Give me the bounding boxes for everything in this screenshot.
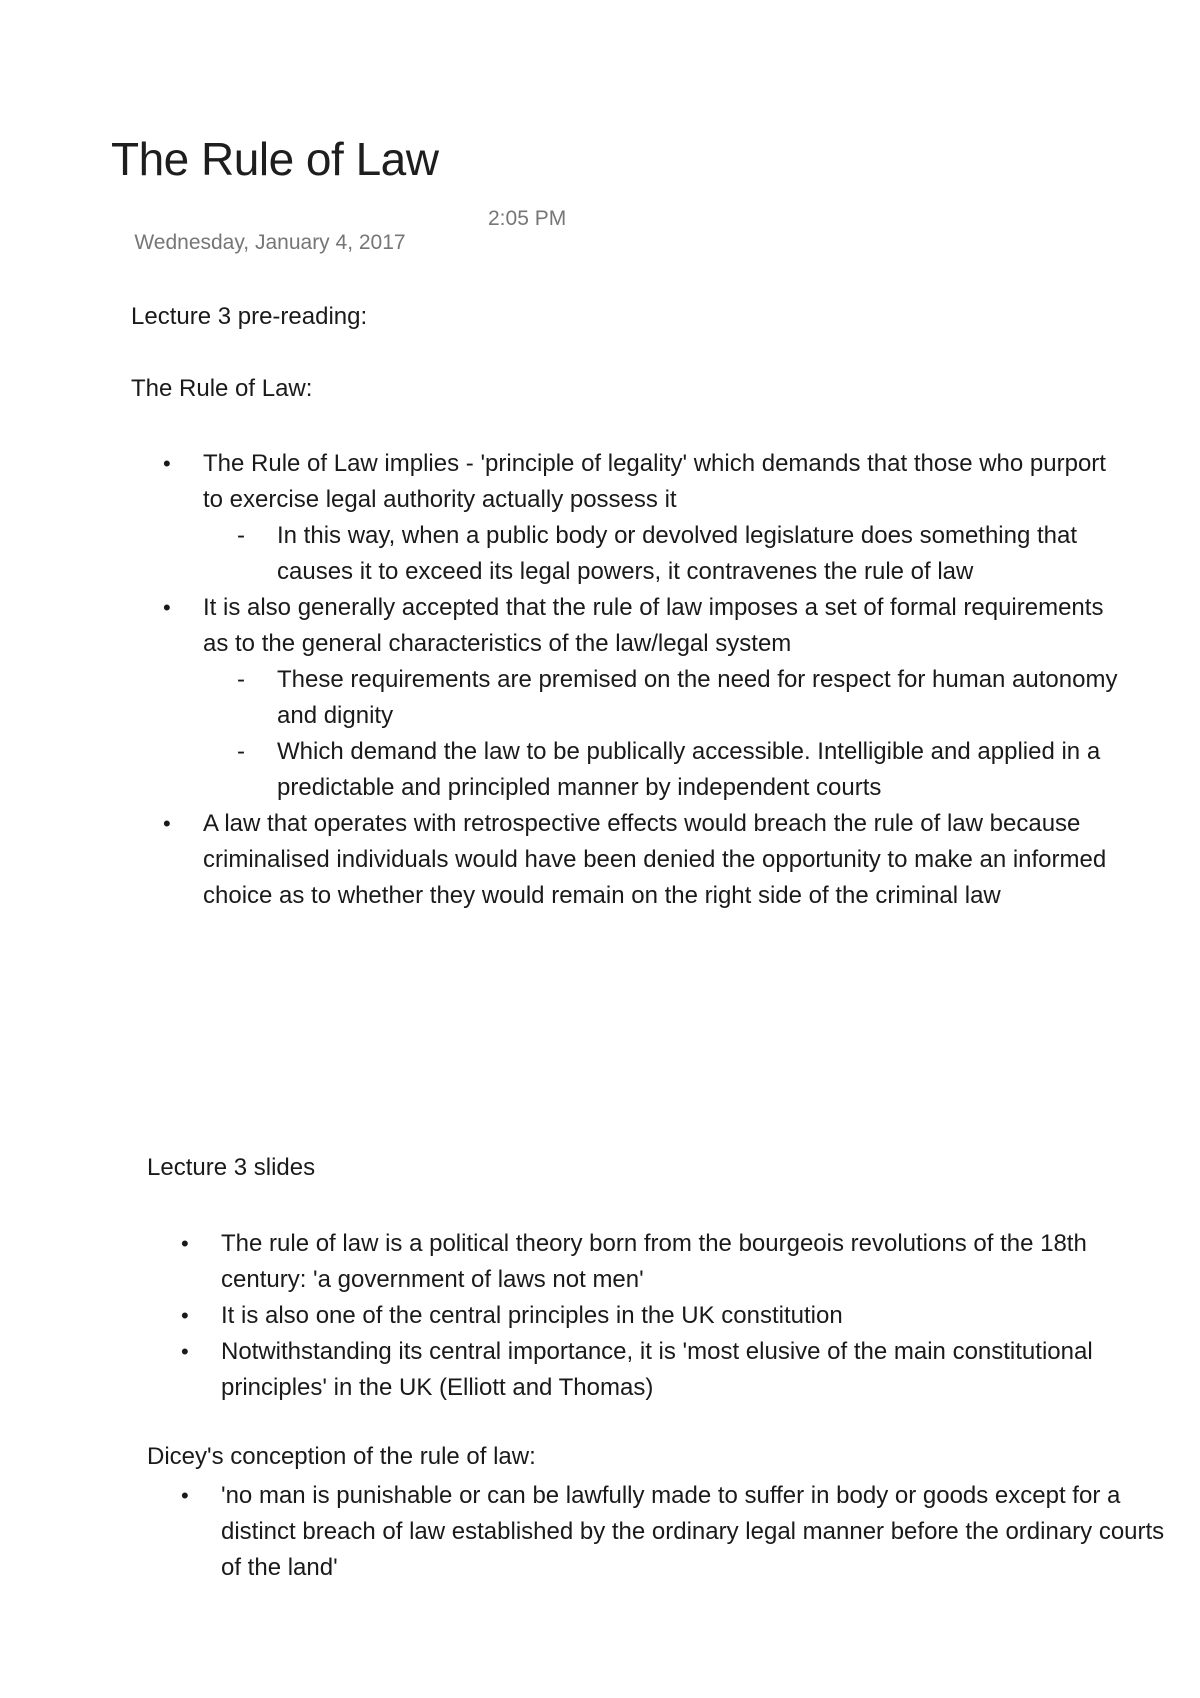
list-item	[163, 590, 1123, 806]
list-item	[181, 1298, 1171, 1334]
sub-list-item-text: In this way, when a public body or devolved legislature does something that causes it to exceed its legal powers, it contravenes the rule of law	[277, 522, 1078, 585]
list-item	[163, 806, 1123, 914]
list-item	[181, 1334, 1171, 1406]
sub-list	[237, 662, 1123, 806]
dash-icon: -	[237, 666, 245, 693]
slides-bullet-list	[181, 1226, 1171, 1406]
pre-reading-bullet-list	[163, 446, 1123, 914]
list-item-text: It is also generally accepted that the rule of law imposes a set of formal requirements as to the general characteristics of the law/legal system	[203, 594, 1104, 657]
list-item-text: The Rule of Law implies - 'principle of legality' which demands that those who purport to exercise legal authority actually possess it	[203, 450, 1106, 513]
list-item	[163, 446, 1123, 590]
list-item-text: 'no man is punishable or can be lawfully made to suffer in body or goods except for a distinct breach of law established by the ordinary legal manner before the ordinary courts of the land'	[221, 1482, 1165, 1581]
dicey-bullet-list	[181, 1478, 1181, 1586]
bullet-icon: •	[181, 1483, 189, 1508]
dash-icon: -	[237, 522, 245, 549]
bullet-icon: •	[181, 1231, 189, 1256]
list-item	[181, 1478, 1181, 1586]
section-heading-dicey: Dicey's conception of the rule of law:	[147, 1443, 536, 1470]
list-item-text: It is also one of the central principles in the UK constitution	[221, 1302, 843, 1329]
sub-list-item	[237, 734, 1123, 806]
bullet-icon: •	[163, 451, 171, 476]
page-title: The Rule of Law	[111, 133, 439, 185]
section-subheading-rule-of-law: The Rule of Law:	[131, 375, 313, 402]
note-date: Wednesday, January 4, 2017	[134, 231, 406, 254]
bullet-icon: •	[181, 1303, 189, 1328]
bullet-icon: •	[163, 811, 171, 836]
bullet-icon: •	[181, 1339, 189, 1364]
bullet-icon: •	[163, 595, 171, 620]
list-item-text: The rule of law is a political theory born from the bourgeois revolutions of the 18th century: 'a government of laws not men'	[221, 1230, 1087, 1293]
sub-list-item-text: These requirements are premised on the need for respect for human autonomy and dignity	[277, 666, 1118, 729]
note-time: 2:05 PM	[488, 207, 567, 230]
dash-icon: -	[237, 738, 245, 765]
note-timestamp	[111, 207, 567, 303]
sub-list-item-text: Which demand the law to be publically accessible. Intelligible and applied in a predictable and principled manner by independent courts	[277, 738, 1101, 801]
sub-list-item	[237, 662, 1123, 734]
sub-list-item	[237, 518, 1123, 590]
list-item	[181, 1226, 1171, 1298]
section-heading-pre-reading: Lecture 3 pre-reading:	[131, 303, 368, 330]
section-heading-slides: Lecture 3 slides	[147, 1154, 316, 1181]
list-item-text: Notwithstanding its central importance, it is 'most elusive of the main constitutional principles' in the UK (Elliott and Thomas)	[221, 1338, 1093, 1401]
sub-list	[237, 518, 1123, 590]
list-item-text: A law that operates with retrospective effects would breach the rule of law because criminalised individuals would have been denied the opportunity to make an informed choice as to whether they would remain on the right side of the criminal law	[203, 810, 1107, 909]
